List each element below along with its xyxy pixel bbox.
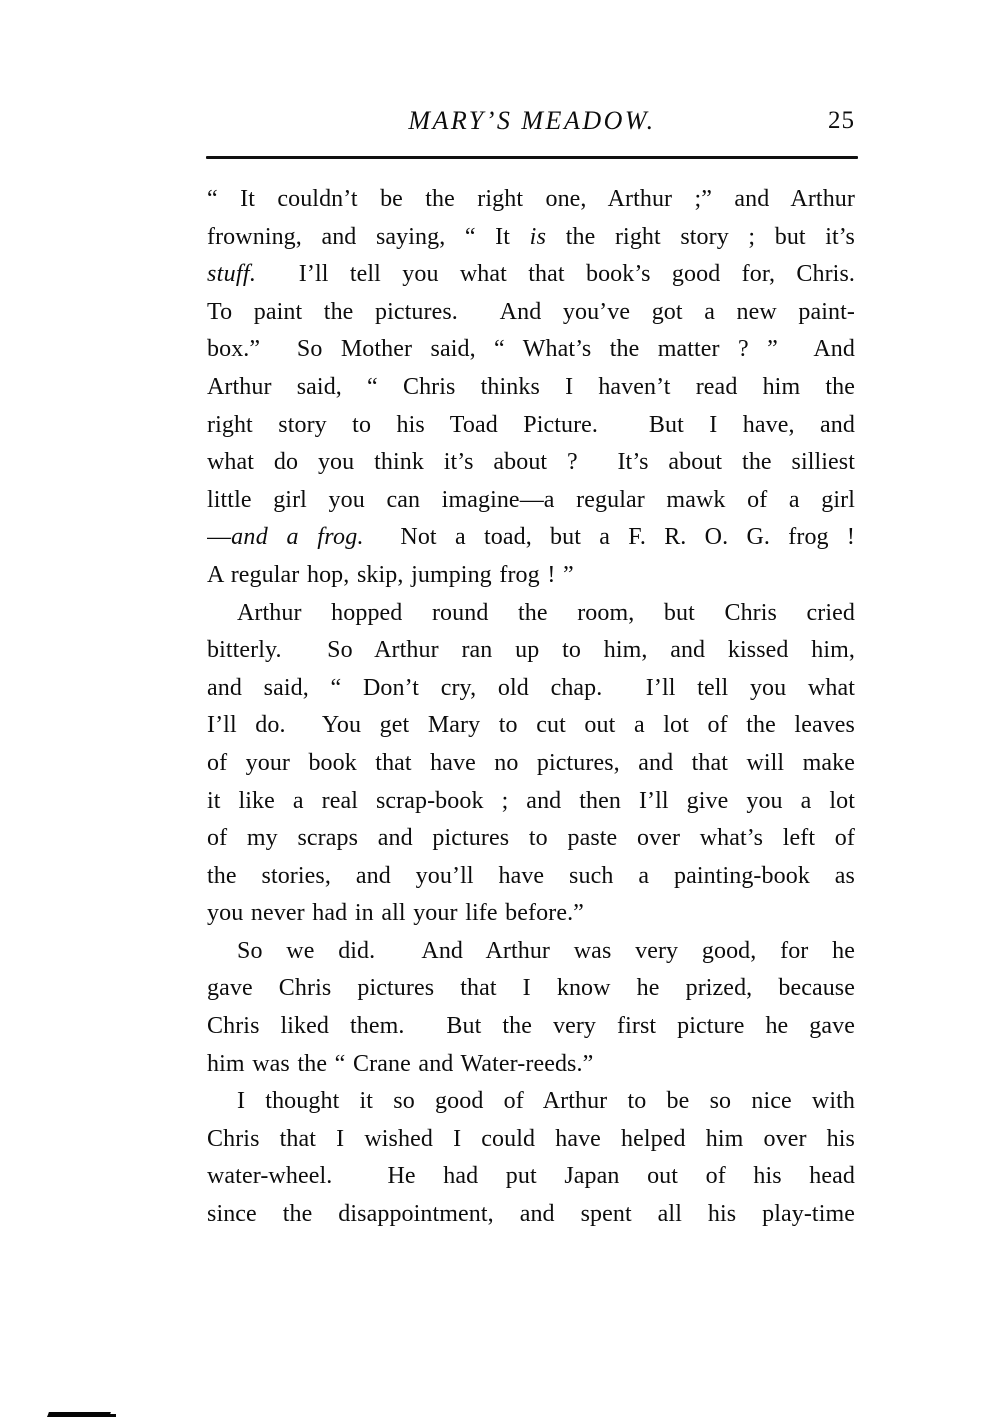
text-segment: right story to his Toad Picture. But I have, and [207, 411, 855, 438]
text-segment: So we did. And Arthur was very good, for he [237, 937, 855, 964]
text-line [207, 595, 855, 633]
text-segment: I’ll tell you what that book’s good for, Chris. [256, 261, 855, 288]
text-segment: Chris that I wished I could have helped him over his [207, 1125, 855, 1152]
text-line [207, 181, 855, 219]
text-segment: bitterly. So Arthur ran up to him, and kissed him, [207, 637, 855, 664]
text-line [207, 444, 855, 482]
text-segment: I’ll do. You get Mary to cut out a lot of the leaves [207, 712, 855, 739]
text-segment: him was the “ Crane and Water-reeds.” [207, 1050, 594, 1077]
text-line [207, 895, 855, 933]
text-segment: little girl you can imagine—a regular mawk of a girl [207, 486, 855, 513]
text-line [207, 707, 855, 745]
text-segment: “ It couldn’t be the right one, Arthur ;” and Arthur [207, 186, 855, 212]
text-line [207, 783, 855, 821]
text-block [207, 181, 855, 1234]
text-segment: Chris liked them. But the very first picture he gave [207, 1013, 855, 1040]
text-segment: frowning, and saying, “ It [207, 223, 530, 250]
text-line [207, 820, 855, 858]
text-line [207, 670, 855, 708]
text-segment: of your book that have no pictures, and that will make [207, 749, 855, 776]
running-header [207, 106, 857, 140]
text-line [207, 294, 855, 332]
text-segment: of my scraps and pictures to paste over what’s left of [207, 825, 855, 852]
text-segment: the stories, and you’ll have such a painting-book as [207, 862, 855, 889]
page-number: 25 [828, 107, 855, 134]
text-line [207, 632, 855, 670]
page-title: MARY’S MEADOW. [408, 106, 656, 135]
text-line [207, 858, 855, 896]
text-line [207, 970, 855, 1008]
text-segment: what do you think it’s about ? It’s about the silliest [207, 449, 855, 476]
italic-text: is [529, 223, 547, 250]
scan-artifact [96, 1414, 116, 1417]
text-segment: since the disappointment, and spent all his play-time [207, 1201, 855, 1228]
italic-text: stuff. [207, 261, 257, 288]
text-segment: the right story ; but it’s [546, 223, 855, 250]
text-segment: you never had in all your life before.” [207, 900, 584, 927]
text-line [207, 256, 855, 294]
text-segment: Arthur hopped round the room, but Chris cried [237, 599, 855, 626]
text-segment: A regular hop, skip, jumping frog ! ” [207, 561, 574, 588]
text-segment: — [207, 524, 232, 551]
text-line [207, 519, 855, 557]
text-line [207, 1046, 855, 1084]
header-rule [206, 156, 858, 159]
text-line [207, 407, 855, 445]
text-line [207, 1158, 855, 1196]
text-line [207, 219, 855, 257]
text-segment: it like a real scrap-book ; and then I’ll give you a lot [207, 787, 855, 814]
text-line [207, 1083, 855, 1121]
text-line [207, 933, 855, 971]
text-line [207, 482, 855, 520]
text-segment: To paint the pictures. And you’ve got a new paint- [207, 298, 855, 325]
text-line [207, 331, 855, 369]
text-line [207, 1196, 855, 1234]
text-segment: Arthur said, “ Chris thinks I haven’t read him the [207, 373, 855, 400]
italic-text: and a frog. [231, 524, 364, 551]
text-line [207, 745, 855, 783]
text-segment: water-wheel. He had put Japan out of his head [207, 1163, 855, 1190]
text-segment: gave Chris pictures that I know he prized, because [207, 975, 855, 1002]
text-segment: box.” So Mother said, “ What’s the matter ? ” And [207, 336, 855, 363]
text-segment: and said, “ Don’t cry, old chap. I’ll tell you what [207, 674, 855, 701]
text-line [207, 369, 855, 407]
text-line [207, 557, 855, 595]
text-segment: Not a toad, but a F. R. O. G. frog ! [363, 524, 855, 551]
text-line [207, 1121, 855, 1159]
text-segment: I thought it so good of Arthur to be so nice with [237, 1088, 855, 1115]
text-line [207, 1008, 855, 1046]
